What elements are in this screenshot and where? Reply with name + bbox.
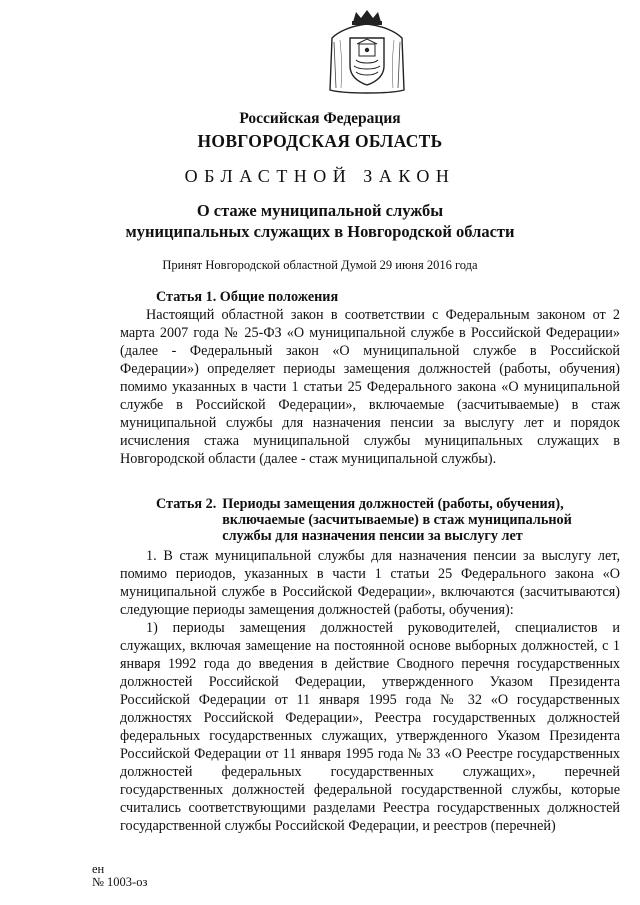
law-title-line-1: О стаже муниципальной службы <box>196 201 444 220</box>
law-title <box>60 200 580 242</box>
article-1 <box>120 288 620 468</box>
law-type: ОБЛАСТНОЙ ЗАКОН <box>184 166 456 186</box>
federation-name: Российская Федерация <box>239 110 401 127</box>
article-2-title: Периоды замещения должностей (работы, обучения), включаемые (засчитываемые) в стаж муниципальной службы для назначения пенсии за выслугу лет <box>222 496 572 544</box>
article-2-paragraph-1: 1. В стаж муниципальной службы для назначения пенсии за выслугу лет, помимо периодов, указанных в части 1 статьи 25 Федерального закона «О муниципальной службе в Российской Федерации», включаются (засчитываются) следующие периоды замещения должностей (работы, обучения): <box>120 548 620 618</box>
article-2 <box>120 496 620 835</box>
article-2-number: Статья 2. <box>156 496 217 512</box>
document-footer <box>92 863 147 889</box>
article-2-paragraph-2: 1) периоды замещения должностей руководителей, специалистов и служащих, включая замещение на постоянной основе выборных должностей, с 1 января 1992 года до введения в действие Сводного перечня государственных должностей Российской Федерации, утвержденного Указом Президента Российской Федерации от 11 января 1995 года № 32 «О государственных должностях Российской Федерации», Реестра государственных должностей федеральных государственных служащих, утвержденного Указом Президента Российской Федерации от 11 января 1995 года № 33 «О Реестре государственных должностей федеральных государственных служащих», перечней государственных должностей федеральной государственной службы, которые считались соответствующими разделами Реестра государственных должностей государственной службы Российской Федерации, и реестров (перечней) <box>120 620 620 834</box>
footer-initials: ен <box>92 862 105 876</box>
law-title-line-2: муниципальных служащих в Новгородской области <box>125 222 515 241</box>
adoption-note: Принят Новгородской областной Думой 29 июня 2016 года <box>162 258 478 272</box>
law-number: № 1003-оз <box>92 875 148 889</box>
article-1-heading: Статья 1. Общие положения <box>156 289 339 305</box>
article-2-heading <box>120 496 620 544</box>
coat-of-arms-icon <box>326 8 408 98</box>
article-1-text: Настоящий областной закон в соответствии с Федеральным законом от 2 марта 2007 года № 25-ФЗ «О муниципальной службе в Российской Федерации» (далее - Федеральный закон «О муниципальной службе в Российской Федерации») определяет периоды замещения должностей (работы, обучения) помимо указанных в части 1 статьи 25 Федерального закона «О муниципальной службе в Российской Федерации», включаемые (засчитываемые) в стаж муниципальной службы для назначения пенсии за выслугу лет и порядок исчисления стажа муниципальной службы муниципальных служащих в Новгородской области (далее - стаж муниципальной службы). <box>120 307 620 467</box>
region-name: НОВГОРОДСКАЯ ОБЛАСТЬ <box>197 131 443 151</box>
